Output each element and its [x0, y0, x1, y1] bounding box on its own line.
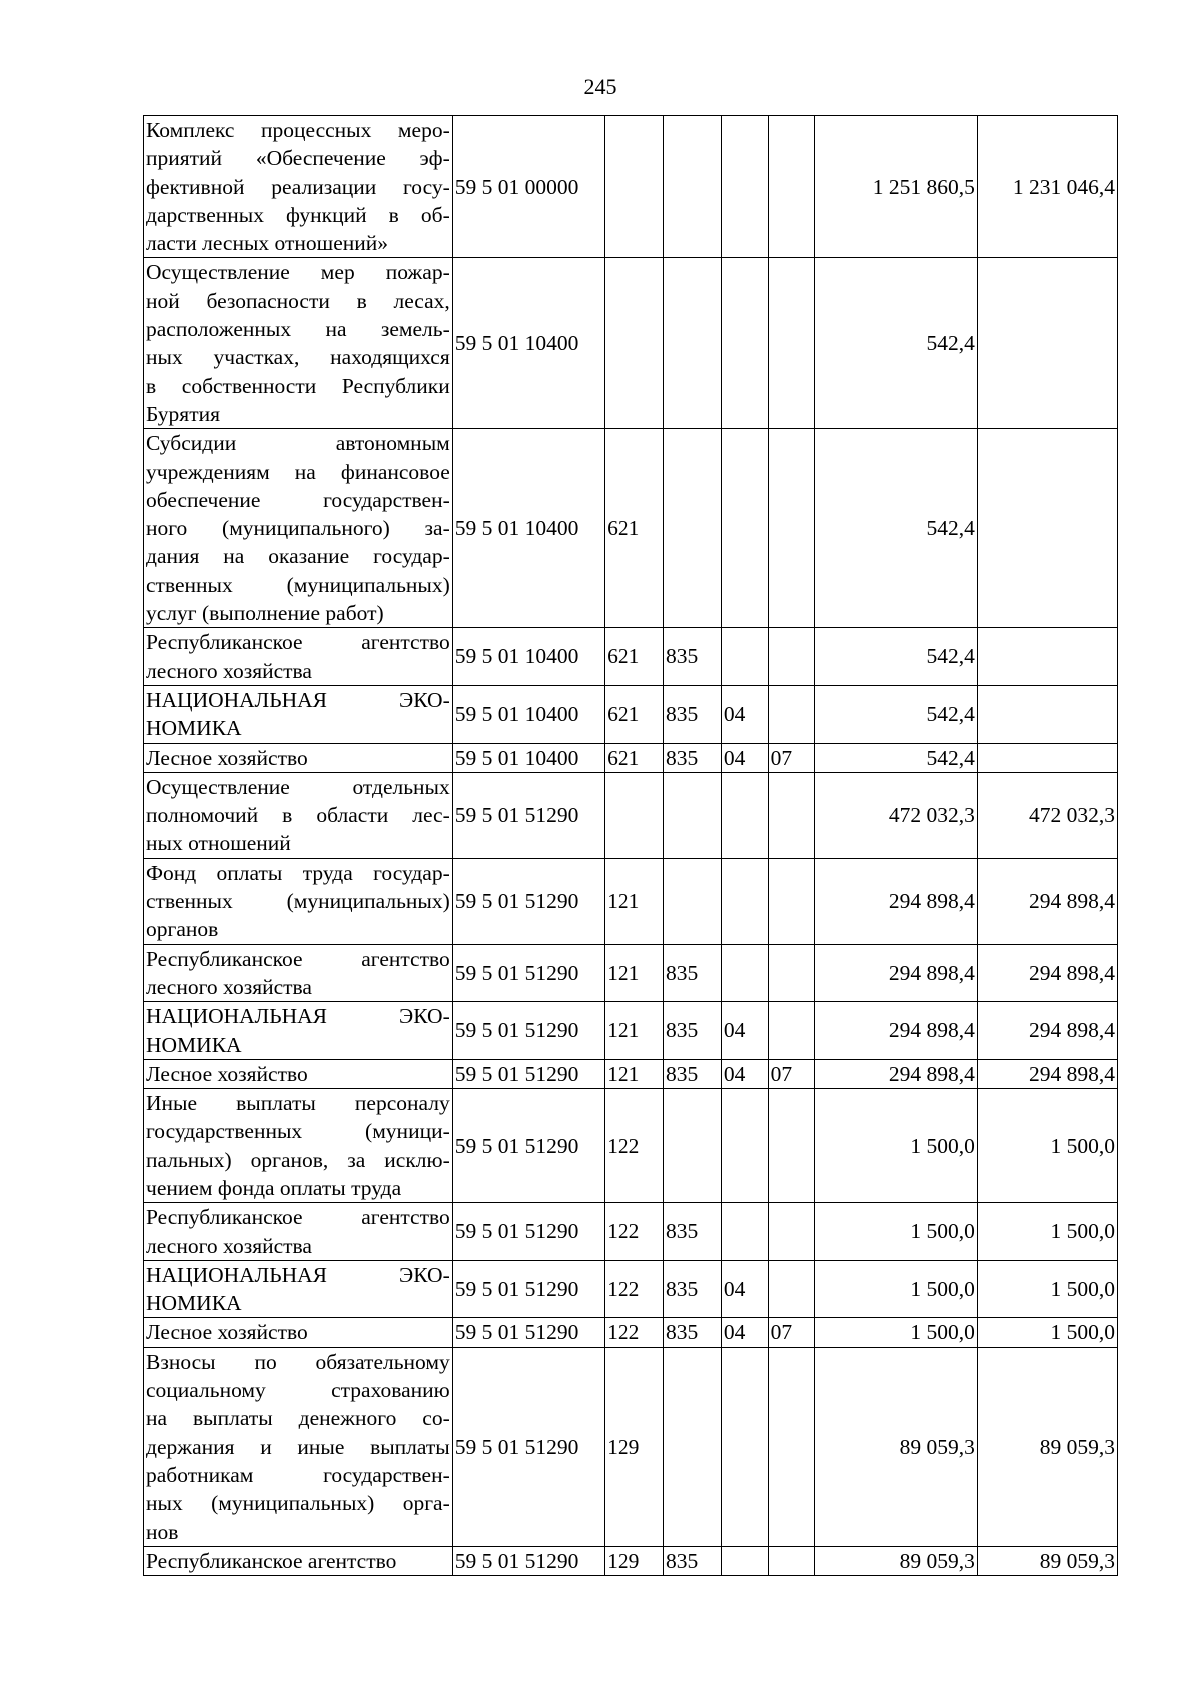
amount-year1-cell: 542,4	[815, 429, 978, 628]
program-code-cell: 59 5 01 10400	[452, 743, 604, 772]
item-name-line: работникам государствен-	[146, 1462, 450, 1487]
section-cell: 04	[721, 1002, 768, 1060]
item-name-cell	[144, 1203, 453, 1261]
item-name-line: Республиканское агентство	[146, 1548, 397, 1573]
expense-type-cell: 129	[605, 1546, 664, 1575]
program-code-cell: 59 5 01 51290	[452, 1089, 604, 1203]
agency-code-cell: 835	[664, 1002, 722, 1060]
subsection-cell	[768, 116, 815, 258]
subsection-cell	[768, 1002, 815, 1060]
amount-year2-cell: 294 898,4	[977, 1002, 1117, 1060]
item-name-cell	[144, 944, 453, 1002]
item-name-line: учреждениям на финансовое	[146, 459, 450, 484]
item-name-cell	[144, 258, 453, 429]
item-name-line: Бурятия	[146, 401, 220, 426]
section-cell	[721, 944, 768, 1002]
table-row	[144, 1059, 1118, 1088]
subsection-cell	[768, 429, 815, 628]
agency-code-cell: 835	[664, 1260, 722, 1318]
agency-code-cell: 835	[664, 944, 722, 1002]
item-name-line: НОМИКА	[146, 716, 242, 741]
program-code-cell: 59 5 01 51290	[452, 944, 604, 1002]
amount-year1-cell: 472 032,3	[815, 772, 978, 858]
section-cell	[721, 628, 768, 686]
agency-code-cell: 835	[664, 743, 722, 772]
item-name-line: НАЦИОНАЛЬНАЯ ЭКО-	[146, 1262, 450, 1287]
program-code-cell: 59 5 01 51290	[452, 772, 604, 858]
item-name-cell	[144, 628, 453, 686]
item-name-line: Субсидии автономным	[146, 431, 450, 456]
subsection-cell	[768, 1347, 815, 1546]
agency-code-cell	[664, 429, 722, 628]
item-name-cell	[144, 743, 453, 772]
item-name-line: Лесное хозяйство	[146, 745, 308, 770]
amount-year2-cell: 89 059,3	[977, 1546, 1117, 1575]
section-cell	[721, 1203, 768, 1261]
section-cell: 04	[721, 1260, 768, 1318]
expense-type-cell: 122	[605, 1089, 664, 1203]
item-name-line: Республиканское агентство	[146, 630, 450, 655]
subsection-cell	[768, 1546, 815, 1575]
page-number: 245	[583, 74, 617, 99]
budget-table	[143, 115, 1118, 1576]
subsection-cell	[768, 685, 815, 743]
budget-table-body	[144, 116, 1118, 1576]
item-name-line: в собственности Республики	[146, 373, 450, 398]
item-name-cell	[144, 1002, 453, 1060]
item-name-line: Осуществление отдельных	[146, 774, 450, 799]
subsection-cell	[768, 1260, 815, 1318]
section-cell	[721, 1546, 768, 1575]
agency-code-cell	[664, 1347, 722, 1546]
agency-code-cell: 835	[664, 685, 722, 743]
item-name-cell	[144, 772, 453, 858]
section-cell	[721, 116, 768, 258]
section-cell	[721, 772, 768, 858]
subsection-cell: 07	[768, 743, 815, 772]
item-name-line: Взносы по обязательному	[146, 1349, 450, 1374]
item-name-line: фективной реализации госу-	[146, 174, 450, 199]
item-name-line: ных отношений	[146, 831, 291, 856]
program-code-cell: 59 5 01 51290	[452, 1260, 604, 1318]
table-row	[144, 1318, 1118, 1347]
subsection-cell	[768, 772, 815, 858]
table-row	[144, 1260, 1118, 1318]
item-name-cell	[144, 1089, 453, 1203]
program-code-cell: 59 5 01 51290	[452, 1318, 604, 1347]
item-name-cell	[144, 1260, 453, 1318]
table-row	[144, 944, 1118, 1002]
expense-type-cell: 621	[605, 628, 664, 686]
item-name-cell	[144, 685, 453, 743]
item-name-line: пальных) органов, за исклю-	[146, 1147, 450, 1172]
item-name-line: лесного хозяйства	[146, 1233, 312, 1258]
item-name-line: лесного хозяйства	[146, 658, 312, 683]
amount-year1-cell: 89 059,3	[815, 1347, 978, 1546]
item-name-cell	[144, 429, 453, 628]
expense-type-cell: 129	[605, 1347, 664, 1546]
item-name-line: Комплекс процессных меро-	[146, 118, 450, 142]
amount-year2-cell: 1 500,0	[977, 1318, 1117, 1347]
table-row	[144, 1002, 1118, 1060]
item-name-line: приятий «Обеспечение эф-	[146, 146, 450, 171]
amount-year1-cell: 1 251 860,5	[815, 116, 978, 258]
item-name-cell	[144, 858, 453, 944]
program-code-cell: 59 5 01 10400	[452, 685, 604, 743]
item-name-line: Республиканское агентство	[146, 946, 450, 971]
amount-year2-cell: 294 898,4	[977, 944, 1117, 1002]
agency-code-cell	[664, 1089, 722, 1203]
item-name-line: лесного хозяйства	[146, 974, 312, 999]
amount-year2-cell: 1 231 046,4	[977, 116, 1117, 258]
item-name-line: на выплаты денежного со-	[146, 1406, 450, 1431]
amount-year1-cell: 1 500,0	[815, 1089, 978, 1203]
expense-type-cell	[605, 258, 664, 429]
amount-year1-cell: 294 898,4	[815, 944, 978, 1002]
table-row	[144, 1089, 1118, 1203]
section-cell	[721, 1089, 768, 1203]
item-name-line: ных участках, находящихся	[146, 345, 450, 370]
item-name-line: НАЦИОНАЛЬНАЯ ЭКО-	[146, 687, 450, 712]
item-name-line: Республиканское агентство	[146, 1205, 450, 1230]
agency-code-cell: 835	[664, 628, 722, 686]
section-cell: 04	[721, 1318, 768, 1347]
amount-year1-cell: 89 059,3	[815, 1546, 978, 1575]
item-name-cell	[144, 1318, 453, 1347]
program-code-cell: 59 5 01 51290	[452, 1347, 604, 1546]
table-row	[144, 1546, 1118, 1575]
item-name-line: ственных (муниципальных)	[146, 572, 450, 597]
amount-year1-cell: 1 500,0	[815, 1318, 978, 1347]
table-row	[144, 116, 1118, 258]
subsection-cell	[768, 258, 815, 429]
item-name-line: полномочий в области лес-	[146, 803, 450, 828]
agency-code-cell	[664, 116, 722, 258]
item-name-cell	[144, 116, 453, 258]
subsection-cell	[768, 1089, 815, 1203]
subsection-cell	[768, 858, 815, 944]
amount-year2-cell	[977, 743, 1117, 772]
amount-year2-cell: 1 500,0	[977, 1203, 1117, 1261]
table-row	[144, 429, 1118, 628]
expense-type-cell: 122	[605, 1203, 664, 1261]
program-code-cell: 59 5 01 10400	[452, 628, 604, 686]
section-cell	[721, 258, 768, 429]
amount-year2-cell	[977, 685, 1117, 743]
agency-code-cell: 835	[664, 1059, 722, 1088]
amount-year1-cell: 1 500,0	[815, 1203, 978, 1261]
table-row	[144, 685, 1118, 743]
subsection-cell	[768, 628, 815, 686]
expense-type-cell	[605, 772, 664, 858]
program-code-cell: 59 5 01 10400	[452, 258, 604, 429]
amount-year2-cell: 294 898,4	[977, 1059, 1117, 1088]
amount-year2-cell: 294 898,4	[977, 858, 1117, 944]
amount-year2-cell: 89 059,3	[977, 1347, 1117, 1546]
item-name-line: ласти лесных отношений»	[146, 231, 389, 256]
agency-code-cell	[664, 772, 722, 858]
table-row	[144, 858, 1118, 944]
expense-type-cell: 122	[605, 1318, 664, 1347]
item-name-line: дания на оказание государ-	[146, 544, 450, 569]
agency-code-cell	[664, 858, 722, 944]
item-name-line: держания и иные выплаты	[146, 1434, 450, 1459]
item-name-line: НОМИКА	[146, 1291, 242, 1316]
expense-type-cell: 621	[605, 743, 664, 772]
amount-year1-cell: 542,4	[815, 743, 978, 772]
item-name-line: дарственных функций в об-	[146, 202, 450, 227]
amount-year2-cell: 1 500,0	[977, 1089, 1117, 1203]
program-code-cell: 59 5 01 51290	[452, 1059, 604, 1088]
program-code-cell: 59 5 01 10400	[452, 429, 604, 628]
item-name-line: ного (муниципального) за-	[146, 516, 450, 541]
expense-type-cell	[605, 116, 664, 258]
section-cell: 04	[721, 743, 768, 772]
agency-code-cell: 835	[664, 1546, 722, 1575]
subsection-cell	[768, 1203, 815, 1261]
section-cell: 04	[721, 685, 768, 743]
section-cell	[721, 429, 768, 628]
table-row	[144, 772, 1118, 858]
amount-year2-cell: 1 500,0	[977, 1260, 1117, 1318]
amount-year2-cell	[977, 628, 1117, 686]
item-name-line: ственных (муниципальных)	[146, 889, 450, 914]
expense-type-cell: 121	[605, 858, 664, 944]
item-name-line: обеспечение государствен-	[146, 487, 450, 512]
table-row	[144, 258, 1118, 429]
item-name-line: НОМИКА	[146, 1032, 242, 1057]
item-name-line: Фонд оплаты труда государ-	[146, 860, 450, 885]
table-row	[144, 1347, 1118, 1546]
program-code-cell: 59 5 01 51290	[452, 1203, 604, 1261]
section-cell: 04	[721, 1059, 768, 1088]
amount-year1-cell: 1 500,0	[815, 1260, 978, 1318]
item-name-line: органов	[146, 917, 219, 942]
item-name-cell	[144, 1059, 453, 1088]
program-code-cell: 59 5 01 51290	[452, 1546, 604, 1575]
item-name-line: государственных (муници-	[146, 1119, 450, 1144]
item-name-line: Лесное хозяйство	[146, 1320, 308, 1345]
item-name-line: нов	[146, 1519, 179, 1544]
program-code-cell: 59 5 01 00000	[452, 116, 604, 258]
amount-year1-cell: 542,4	[815, 628, 978, 686]
item-name-line: Лесное хозяйство	[146, 1061, 308, 1086]
expense-type-cell: 621	[605, 685, 664, 743]
item-name-line: Осуществление мер пожар-	[146, 260, 450, 285]
expense-type-cell: 121	[605, 944, 664, 1002]
expense-type-cell: 121	[605, 1002, 664, 1060]
subsection-cell: 07	[768, 1059, 815, 1088]
amount-year2-cell	[977, 429, 1117, 628]
amount-year2-cell	[977, 258, 1117, 429]
agency-code-cell: 835	[664, 1318, 722, 1347]
amount-year1-cell: 294 898,4	[815, 1059, 978, 1088]
table-row	[144, 628, 1118, 686]
agency-code-cell: 835	[664, 1203, 722, 1261]
item-name-line: НАЦИОНАЛЬНАЯ ЭКО-	[146, 1004, 450, 1029]
expense-type-cell: 122	[605, 1260, 664, 1318]
section-cell	[721, 1347, 768, 1546]
program-code-cell: 59 5 01 51290	[452, 858, 604, 944]
item-name-line: Иные выплаты персоналу	[146, 1091, 450, 1116]
amount-year1-cell: 542,4	[815, 258, 978, 429]
subsection-cell	[768, 944, 815, 1002]
table-row	[144, 1203, 1118, 1261]
table-row	[144, 743, 1118, 772]
amount-year2-cell: 472 032,3	[977, 772, 1117, 858]
program-code-cell: 59 5 01 51290	[452, 1002, 604, 1060]
amount-year1-cell: 294 898,4	[815, 1002, 978, 1060]
item-name-cell	[144, 1347, 453, 1546]
item-name-cell	[144, 1546, 453, 1575]
item-name-line: ных (муниципальных) орга-	[146, 1491, 450, 1516]
item-name-line: расположенных на земель-	[146, 317, 450, 342]
expense-type-cell: 621	[605, 429, 664, 628]
item-name-line: социальному страхованию	[146, 1378, 450, 1403]
item-name-line: ной безопасности в лесах,	[146, 288, 450, 313]
subsection-cell: 07	[768, 1318, 815, 1347]
section-cell	[721, 858, 768, 944]
item-name-line: услуг (выполнение работ)	[146, 601, 384, 626]
item-name-line: чением фонда оплаты труда	[146, 1175, 402, 1200]
expense-type-cell: 121	[605, 1059, 664, 1088]
amount-year1-cell: 294 898,4	[815, 858, 978, 944]
amount-year1-cell: 542,4	[815, 685, 978, 743]
agency-code-cell	[664, 258, 722, 429]
